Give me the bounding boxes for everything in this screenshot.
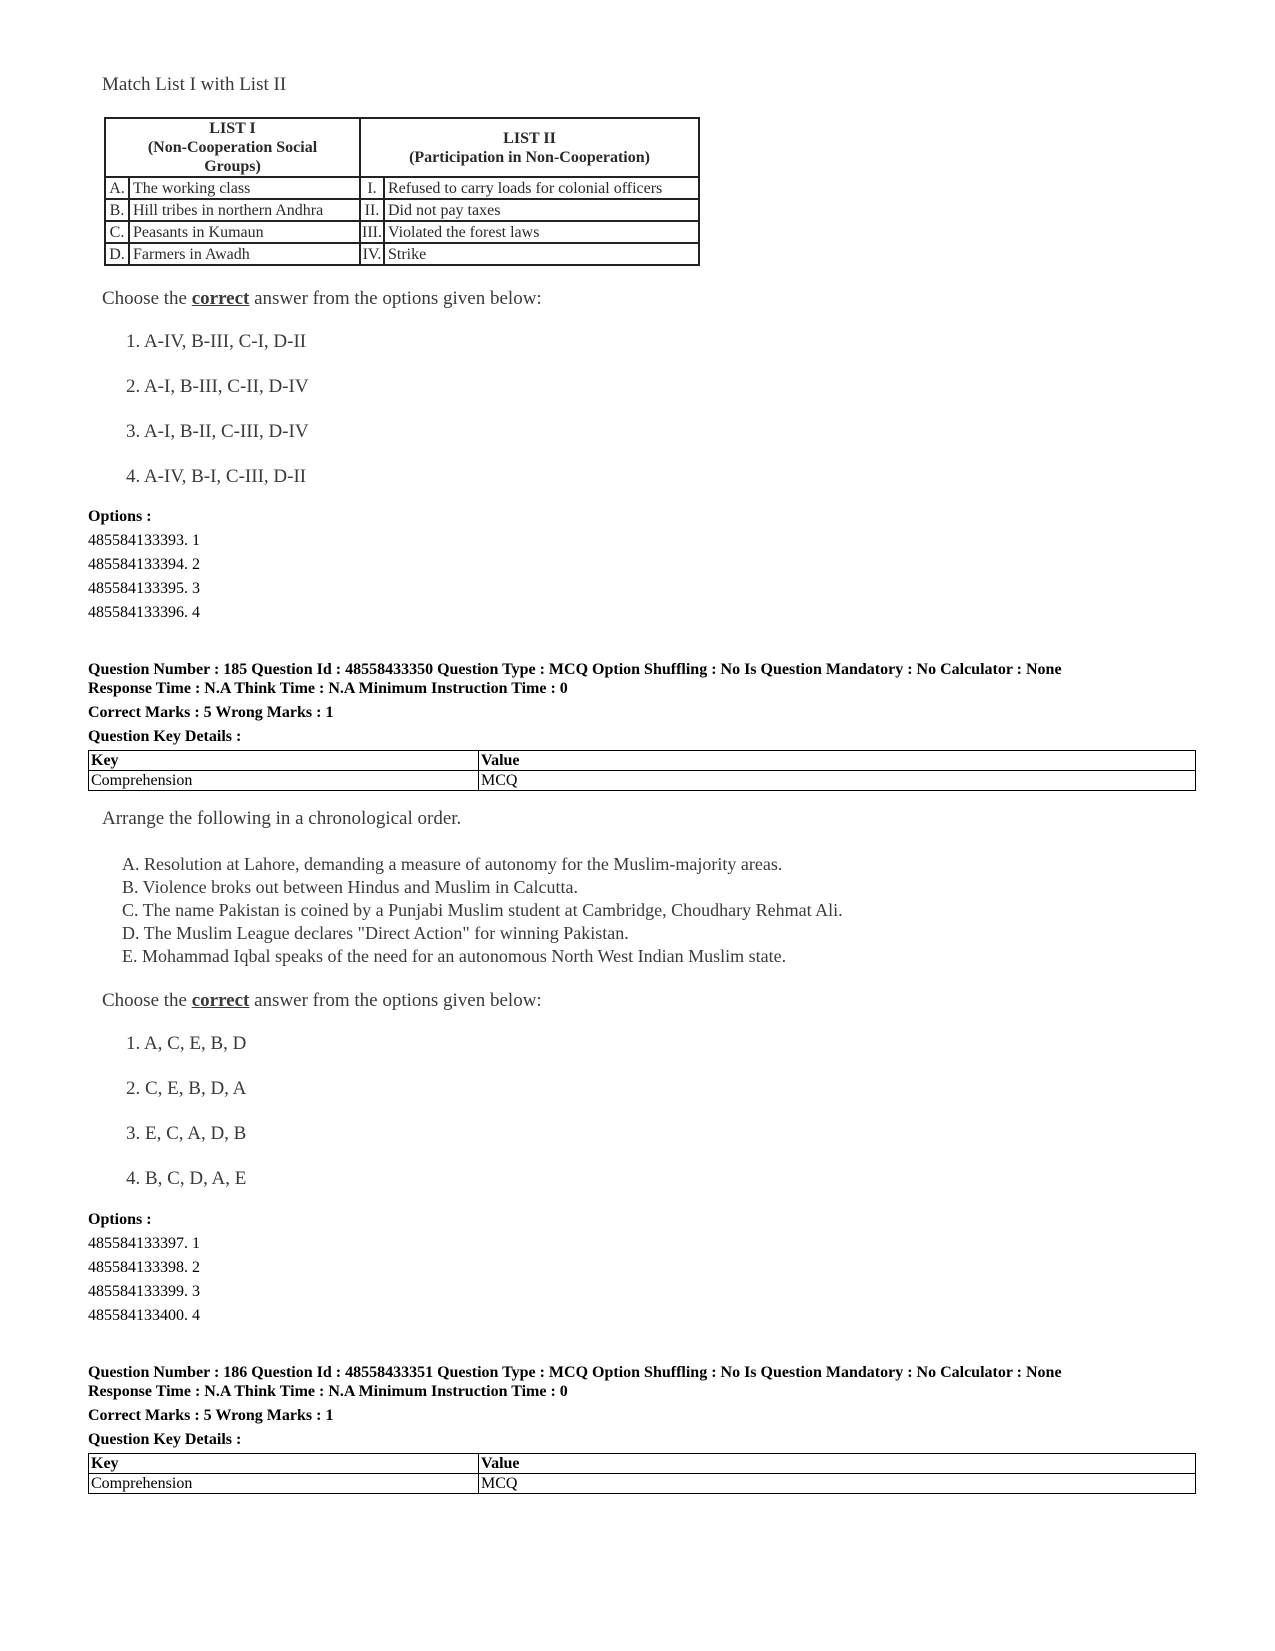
q184-answer-3: 3. A-I, B-II, C-III, D-IV: [126, 421, 309, 442]
q185-answer-2: 2. C, E, B, D, A: [126, 1078, 247, 1099]
q184-option-4: 485584133396. 4: [88, 604, 200, 621]
key-table-header: Key Value: [89, 751, 1196, 771]
q185-marks: Correct Marks : 5 Wrong Marks : 1: [88, 704, 334, 721]
q185-answer-1: 1. A, C, E, B, D: [126, 1033, 247, 1054]
q184-answer-4: 4. A-IV, B-I, C-III, D-II: [126, 466, 307, 487]
q186-meta-line-2: Response Time : N.A Think Time : N.A Minimum Instruction Time : 0: [88, 1383, 568, 1400]
q185-item-c: C. The name Pakistan is coined by a Punjabi Muslim student at Cambridge, Choudhary Rehmat Ali.: [122, 900, 843, 920]
q185-answer-4: 4. B, C, D, A, E: [126, 1168, 247, 1189]
q184-option-2: 485584133394. 2: [88, 556, 200, 573]
match-row: D. Farmers in Awadh IV. Strike: [105, 243, 699, 265]
q185-option-2: 485584133398. 2: [88, 1259, 200, 1276]
q185-meta-line-2: Response Time : N.A Think Time : N.A Minimum Instruction Time : 0: [88, 680, 568, 697]
q185-item-e: E. Mohammad Iqbal speaks of the need for an autonomous North West Indian Muslim state.: [122, 946, 787, 966]
key-table-row: Comprehension MCQ: [89, 771, 1196, 791]
q185-key-details-label: Question Key Details :: [88, 728, 242, 745]
q185-item-a: A. Resolution at Lahore, demanding a measure of autonomy for the Muslim-majority areas.: [122, 854, 783, 874]
key-table-row: Comprehension MCQ: [89, 1474, 1196, 1494]
key-table-header: Key Value: [89, 1454, 1196, 1474]
q185-item-b: B. Violence broks out between Hindus and Muslim in Calcutta.: [122, 877, 579, 897]
q185-key-table: [88, 750, 1196, 791]
q185-intro: Arrange the following in a chronological order.: [102, 808, 462, 829]
q184-answer-2: 2. A-I, B-III, C-II, D-IV: [126, 376, 309, 397]
q186-marks: Correct Marks : 5 Wrong Marks : 1: [88, 1407, 334, 1424]
q185-option-3: 485584133399. 3: [88, 1283, 200, 1300]
q186-key-table: [88, 1453, 1196, 1494]
match-table-header: [105, 118, 699, 177]
q185-choose-instruction: Choose the correct answer from the options given below:: [102, 990, 542, 1011]
q184-options-label: Options :: [88, 508, 152, 525]
match-row: A. The working class I. Refused to carry loads for colonial officers: [105, 177, 699, 199]
q184-option-1: 485584133393. 1: [88, 532, 200, 549]
q184-intro: Match List I with List II: [102, 74, 287, 95]
q185-option-1: 485584133397. 1: [88, 1235, 200, 1252]
q185-option-4: 485584133400. 4: [88, 1307, 200, 1324]
q185-options-label: Options :: [88, 1211, 152, 1228]
list1-header: LIST I (Non-Cooperation Social Groups): [105, 118, 360, 177]
match-table: [104, 117, 700, 266]
q185-meta-line-1: Question Number : 185 Question Id : 48558433350 Question Type : MCQ Option Shuffling : No Is Question Mandatory : No Calculator : None: [88, 661, 1062, 678]
q186-key-details-label: Question Key Details :: [88, 1431, 242, 1448]
q185-item-d: D. The Muslim League declares "Direct Action" for winning Pakistan.: [122, 923, 629, 943]
q184-choose-instruction: Choose the correct answer from the options given below:: [102, 288, 542, 309]
q185-answer-3: 3. E, C, A, D, B: [126, 1123, 247, 1144]
q186-meta-line-1: Question Number : 186 Question Id : 48558433351 Question Type : MCQ Option Shuffling : No Is Question Mandatory : No Calculator : None: [88, 1364, 1062, 1381]
list2-header: LIST II (Participation in Non-Cooperation): [360, 118, 699, 177]
match-row: B. Hill tribes in northern Andhra II. Did not pay taxes: [105, 199, 699, 221]
q184-answer-1: 1. A-IV, B-III, C-I, D-II: [126, 331, 307, 352]
match-row: C. Peasants in Kumaun III. Violated the forest laws: [105, 221, 699, 243]
q184-option-3: 485584133395. 3: [88, 580, 200, 597]
